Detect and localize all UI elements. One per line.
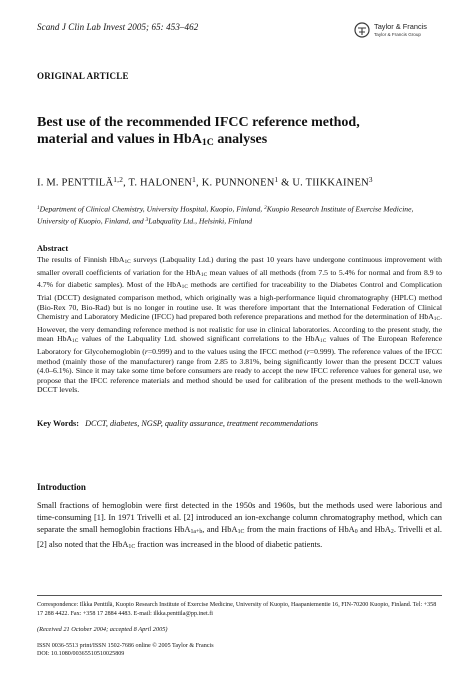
author-1-affil: 1,2 [113,175,124,184]
publisher-group: Taylor & Francis Group [374,32,421,37]
intro-text: Small fractions of hemoglobin were first detected in the 1950s and 1960s, but the methods used were laborious and time-consuming [1]. In 1971 Trivelli et al. [2] introduced an ion-exchange column chromatography method, which can separate the small hemoglobin fractions HbA [37,501,442,534]
author-4: & U. TIIKKAINEN [278,177,369,189]
intro-subscript: 2 [390,528,394,535]
intro-subscript: 1a+b [190,528,203,535]
doi-line: DOI: 10.1080/00365510510025809 [37,651,125,658]
footnote-divider [37,595,442,596]
author-2: , T. HALONEN [123,177,193,189]
author-3: , K. PUNNONEN [196,177,275,189]
abstract-text: The results of Finnish HbA [37,255,125,264]
affiliations [37,203,442,227]
intro-text: . Trivelli et al. [2] also noted that the HbA [37,524,443,549]
hba1c-subscript: 1C [200,271,208,278]
title-line-1: Best use of the recommended IFCC reference method, [37,115,360,130]
affil-1: Department of Clinical Chemistry, University Hospital, Kuopio, Finland, [39,204,265,214]
author-3-affil: 1 [274,175,279,184]
correspondence-note: Correspondence: Ilkka Penttilä, Kuopio Research Institute of Exercise Medicine, University of Kuopio, Haapaniementie 16, FIN-70200 Kuopio, Finland. Tel: +358 17 288 4422. Fax: +358 17 2884 4483. E-mail: ilkka.penttila@pp.inet.fi [37,602,437,617]
author-list [37,175,373,188]
article-type: ORIGINAL ARTICLE [37,71,129,81]
affil-3-marker: 3 [145,216,149,223]
abstract-text: =0.999). The reference values of the IFCC method (mainly those of the manufacturer) range from 2.85 to 3.81%, being significantly lower than the present DCCT values (4.0–6.1%). Since it may take some time before consumers are ready to accept the new IFCC reference values for general use, we propose that the IFCC reference materials and method should be used for calibration of the present methods to the well-known DCCT levels. [37,347,443,395]
affil-2: Kuopio Research Institute of Exercise Medicine, University of Kuopio, Finland, and [37,204,414,226]
abstract-text: surveys (Labquality Ltd.) during the past 10 years have undergone continuous improvement with smaller overall coefficients of variation for the HbA [37,255,442,277]
abstract-text: methods are certified for traceability to the Diabetes Control and Complication Trial (DCCT) designated comparison method, which originally was a high-performance liquid chromatography (HPLC) method (Bio-Rex 70, Bio-Rad) but is no longer in routine use. It was therefore important that the International Federation of Clinical Chemistry and Laboratory Medicine (IFCC) had prepared both reference preparations and method for the determination of HbA [37,280,442,322]
issn-doi [37,642,214,658]
publisher-logo-icon [354,21,370,39]
abstract-heading: Abstract [37,244,69,253]
correlation-symbol: r [306,347,310,357]
author-4-affil: 3 [368,175,373,184]
intro-subscript: 1C [128,543,136,550]
abstract-text: mean values of all methods (from 7.5 to 5.4% for normal and from 8.9 to 4.7% for diabetic samples). Most of the HbA [37,267,443,290]
received-dates: (Received 21 October 2004; accepted 8 April 2005) [37,626,168,633]
hba1c-subscript: 1C [124,259,131,266]
intro-subscript: 0 [354,528,358,535]
affil-2-marker: 2 [264,205,267,211]
intro-subscript: 1C [237,528,245,535]
introduction-heading: Introduction [37,482,86,492]
issn-line: ISSN 0036-5513 print/ISSN 1502-7686 online © 2005 Taylor & Francis [37,643,214,649]
intro-text: from the main fractions of HbA [244,524,355,534]
title-text-end: analyses [213,132,268,147]
article-title [37,114,442,151]
hba1c-subscript: 1C [72,338,79,345]
affil-3: Labquality Ltd., Helsinki, Finland [148,216,253,226]
keywords-label: Key Words: [37,419,79,428]
keywords [37,419,442,428]
journal-citation: Scand J Clin Lab Invest 2005; 65: 453–462 [37,22,199,32]
abstract-text: values of the Labquality Ltd. showed significant correlations to the HbA [78,334,321,344]
title-text: material and values in HbA [37,132,202,147]
keywords-text: DCCT, diabetes, NGSP, quality assurance, treatment recommendations [85,419,318,428]
publisher-logo [354,21,454,45]
title-line-2 [37,131,442,151]
introduction-body [37,500,442,554]
abstract-text: . However, the very demanding reference method is not realistic for use in clinical laboratories. According to the present study, the mean HbA [37,312,442,344]
intro-text: , and HbA [202,524,238,534]
correlation-symbol: r [144,347,148,357]
intro-text: and HbA [357,524,391,534]
abstract-text: values of The European Reference Laboratory for Glycohemoglobin ( [37,334,442,357]
intro-text: fraction was increased in the blood of diabetic patients. [135,539,323,549]
hba1c-subscript: 1C [433,316,441,323]
publisher-name: Taylor & Francis [374,22,427,31]
hba1c-subscript: 1C [181,284,188,291]
hba1c-subscript: 1C [320,338,327,345]
title-subscript: 1C [201,136,214,148]
affil-1-marker: 1 [37,205,40,211]
abstract-body [37,255,442,395]
author-1: I. M. PENTTILÄ [37,177,114,189]
author-2-affil: 1 [192,175,197,184]
abstract-text: =0.999) and to the values using the IFCC method ( [147,347,307,357]
